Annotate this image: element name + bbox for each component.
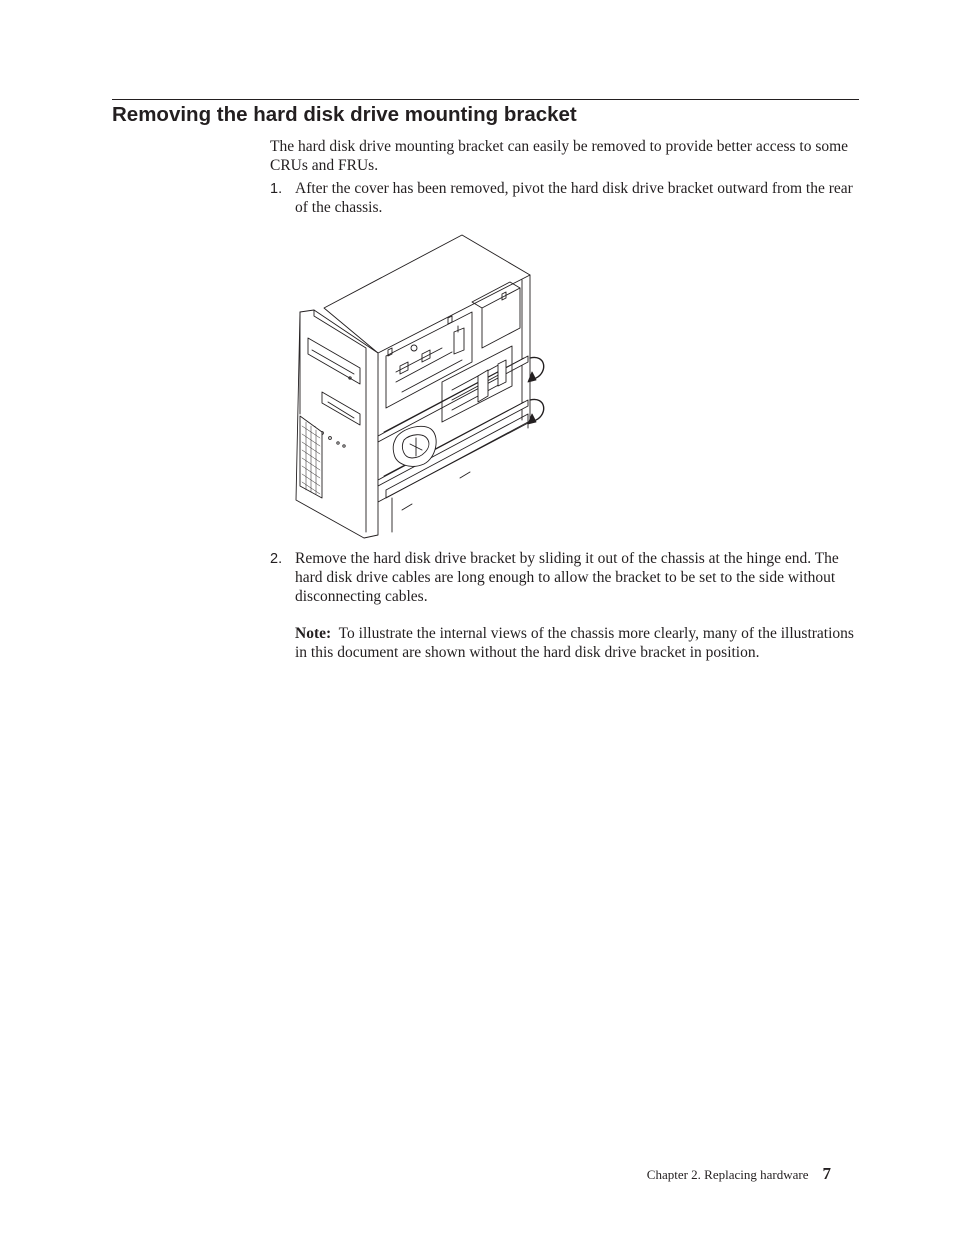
step-2 [270,549,862,662]
note-paragraph [295,624,862,662]
note-label: Note: [295,625,332,642]
step-number: 1. [270,181,283,197]
heading-rule [112,99,859,100]
step-1 [270,179,862,217]
section-heading: Removing the hard disk drive mounting bracket [112,103,577,126]
chapter-title: Chapter 2. Replacing hardware [646,1167,809,1182]
step-text: Remove the hard disk drive bracket by sliding it out of the chassis at the hinge end. The hard disk drive cables are long enough to allow the bracket to be set to the side without disconnecting cables. [295,550,839,605]
intro-paragraph: The hard disk drive mounting bracket can easily be removed to provide better access to some CRUs and FRUs. [270,138,849,174]
chassis-illustration [292,232,548,540]
step-text: After the cover has been removed, pivot the hard disk drive bracket outward from the rear of the chassis. [295,180,853,216]
note-text: To illustrate the internal views of the chassis more clearly, many of the illustrations in this document are shown without the hard disk drive bracket in position. [295,625,854,661]
page-footer [647,1164,831,1184]
page-number: 7 [822,1164,831,1183]
step-number: 2. [270,551,283,567]
